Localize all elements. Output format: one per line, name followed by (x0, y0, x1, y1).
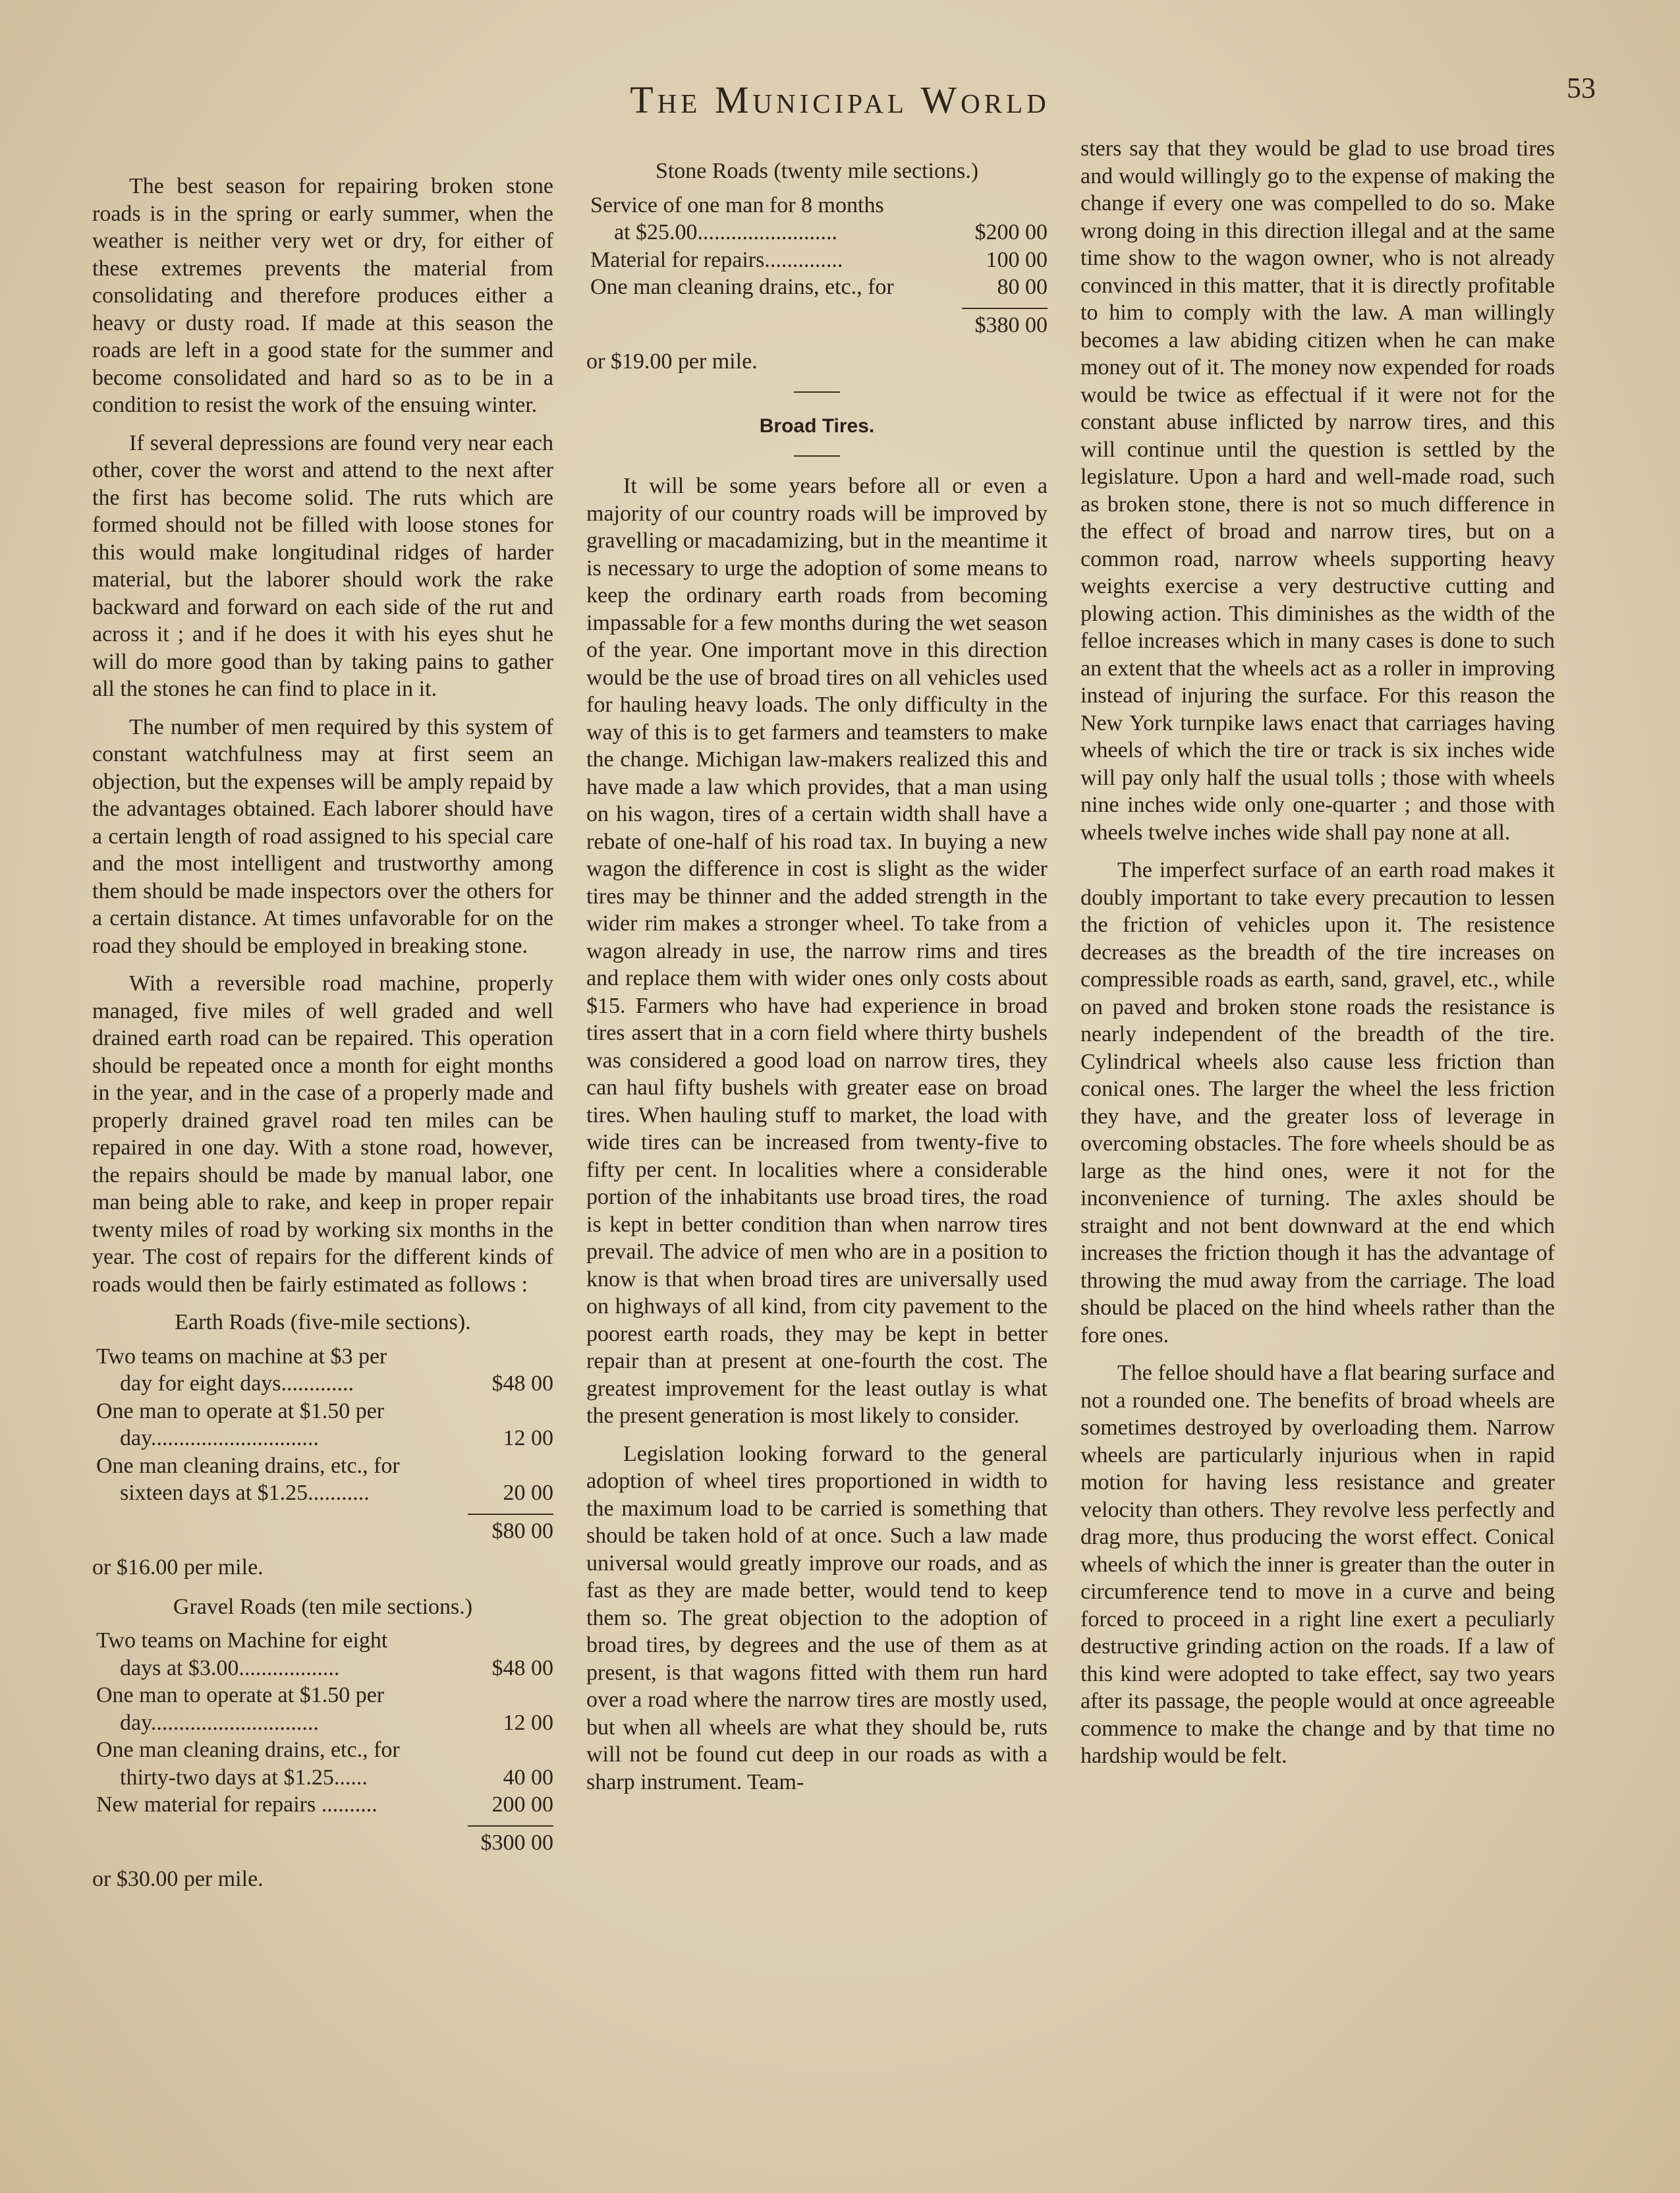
paragraph: Legislation looking forward to the general adoption of wheel tires proportioned in width to the maximum load to be carried is something that should be taken hold of at once. Such a law made universal would greatly improve our roads, and as fast as they are made better, would tend to keep them so. The great objection to the adoption of broad tires, by degrees and the use of them as at present, is that wagons fitted with them run hard over a road where the narrow tires are mostly used, but when all wheels are what they should be, ruts will not be found cut deep in our roads as with a sharp instrument. Team- (586, 1441, 1048, 1794)
earth-roads-title: Earth Roads (five-mile sections). (175, 1310, 471, 1334)
paragraph: The felloe should have a flat bearing surface and not a rounded one. The benefits of broad wheels are sometimes destroyed by overloading them. Narrow wheels are particularly injurious when in rapid motion for having less resistance and greater velocity than others. They revolve less perfectly and drag more, thus producing the worst effect. Conical wheels of which the inner is greater than the outer in circumference tend to move in a curve and being forced to proceed in a right line exert a peculiarly destructive grinding action on the roads. If a law of this kind were adopted to take effect, say two years after its passage, the people would at once agreeable commence to make the change and by that time no hardship would be felt. (1080, 1361, 1555, 1768)
paragraph: It will be some years before all or even a majority of our country roads will be improved by gravelling or macadamizing, but in the meantime it is necessary to urge the adoption of some means to keep the ordinary earth roads from becoming impassable for a few months during the wet season of the year. One important move in this direction would be the use of broad tires on all vehicles used for hauling heavy loads. The only difficulty in the way of this is to get farmers and teamsters to make the change. Michigan law-makers realized this and have made a law which provides, that a man using on his wagon, tires of a certain width shall have a rebate of one-half of his road tax. In buying a new wagon the difference in cost is slight as the wider tires may be thinner and the added strength in the wider rim makes a stronger wheel. To take from a wagon already in use, the narrow rims and tires and replace them with wider ones only costs about $15. Farmers who have had experience in broad tires assert that in a corn field where thirty bushels was considered a good load on narrow tires, they can haul fifty bushels with greater ease on broad tires. When hauling stuff to market, the load with wide tires can be increased from twenty-five to fifty per cent. In localities where a considerable portion of the inhabitants use broad tires, the road is kept in better condition than when narrow tires prevail. The advice of men who are in a position to know is that when broad tires are universally used on highways of all kind, from city pavement to the poorest earth roads, they may be kept in better repair than at present at one-fourth the cost. The greatest improvement for the least outlay is what the present generation is most likely to consider. (586, 474, 1048, 1428)
section-divider (794, 391, 840, 393)
per-mile-cost: or $30.00 per mile. (92, 1867, 264, 1891)
table-row (586, 246, 1048, 274)
section-divider (794, 455, 840, 457)
row-amount: 20 00 (503, 1481, 553, 1505)
masthead-title: The Municipal World (630, 78, 1050, 121)
table-total: $380 00 (974, 312, 1048, 337)
column-1 (92, 173, 553, 1905)
earth-roads-table (92, 1343, 553, 1545)
row-amount: 80 00 (997, 275, 1048, 299)
paragraph: If several depressions are found very near each other, cover the worst and attend to the next after the first has become solid. The ruts which are formed should not be filled with loose stones for this would make longitudinal ridges of harder material, but the laborer should work the rake backward and forward on each side of the rut and across it ; and if he does it with his eyes shut he will do more good than by taking pains to gather all the stones he can find to place in it. (92, 430, 553, 701)
row-amount: 200 00 (491, 1792, 553, 1817)
row-amount: 12 00 (503, 1710, 553, 1735)
paragraph: The best season for repairing broken stone roads is in the spring or early summer, when the weather is neither very wet or dry, for either of these extremes prevents the material from consolidating and therefore produces either a heavy or dusty road. If made at this season the roads are left in a good state for the summer and become consolidated and hard so as to be in a condition to resist the work of the ensuing winter. (92, 174, 553, 417)
stone-roads-table (586, 192, 1048, 339)
row-amount: $48 00 (491, 1371, 553, 1396)
paragraph: sters say that they would be glad to use broad tires and would willingly go to the expense of making the change if every one was compelled to do so. Make wrong doing in this direction illegal and at the same time show to the wagon owner, who is not already convinced in this matter, that it is directly profitable to him to comply with the law. A man willingly becomes a law abiding citizen when he can make money out of it. The money now expended for roads would be twice as effectual if it were not for the constant abuse inflicted by narrow tires, and this will continue until the question is settled by the legislature. Upon a hard and well-made road, such as broken stone, there is not so much difference in the effect of broad and narrow tires, but on a common road, narrow wheels supporting heavy weights exercise a very destructive cutting and plowing action. This diminishes as the width of the felloe increases which in many cases is done to such an extent that the wheels act as a roller in improving instead of injuring the surface. For this reason the New York turnpike laws enact that carriages having wheels of which the tire or track is six inches wide will pay only half the usual tolls ; those with wheels nine inches wide only one-quarter ; and those with wheels twelve inches wide shall pay none at all. (1080, 136, 1555, 845)
page-number: 53 (1567, 72, 1596, 104)
table-row (586, 273, 1048, 301)
table-row (92, 1343, 553, 1398)
row-label: Service of one man for 8 months (590, 192, 884, 217)
row-amount: $48 00 (491, 1655, 553, 1680)
row-label: New material for repairs .......... (96, 1792, 378, 1817)
table-row (92, 1682, 553, 1736)
row-label: One man cleaning drains, etc., for (96, 1738, 400, 1762)
table-row (92, 1627, 553, 1682)
total-rule (962, 308, 1048, 309)
stone-roads-title: Stone Roads (twenty mile sections.) (655, 159, 979, 183)
row-label: Two teams on machine at $3 per (96, 1344, 387, 1369)
row-label-cont: thirty-two days at $1.25...... (120, 1765, 368, 1790)
row-label: One man to operate at $1.50 per (96, 1683, 385, 1707)
row-label: One man to operate at $1.50 per (96, 1398, 385, 1423)
row-amount: 12 00 (503, 1426, 553, 1450)
total-rule (468, 1514, 553, 1515)
per-mile-cost: or $16.00 per mile. (92, 1555, 264, 1580)
row-label: One man cleaning drains, etc., for (590, 275, 894, 299)
row-label-cont: at $25.00......................... (614, 220, 838, 244)
column-2 (586, 148, 1048, 1806)
row-label: Material for repairs.............. (590, 247, 843, 272)
article-heading: Broad Tires. (759, 414, 875, 437)
row-label-cont: day.............................. (120, 1426, 319, 1450)
row-label-cont: day.............................. (120, 1710, 319, 1735)
row-label: One man cleaning drains, etc., for (96, 1453, 400, 1478)
table-row (586, 192, 1048, 246)
table-row (92, 1452, 553, 1507)
paragraph: The imperfect surface of an earth road makes it doubly important to take every precaution to lessen the friction of vehicles upon it. The resistence decreases as the breadth of the tire increases on compressible roads as earth, sand, gravel, etc., while on paved and broken stone roads the resistance is nearly independent of the breadth of the tire. Cylindrical wheels also cause less friction than conical ones. The larger the wheel the less friction they have, and the greater loss of leverage in overcoming obstacles. The fore wheels should be as large as the hind ones, were it not for the inconvenience of turning. The axles should be straight and not bent downward at the end which increases the friction though it has the advantage of throwing the mud away from the carriage. The load should be placed on the hind wheels rather than the fore ones. (1080, 858, 1555, 1348)
column-3 (1080, 135, 1555, 1780)
row-amount: $200 00 (974, 220, 1048, 244)
table-row (92, 1736, 553, 1791)
gravel-roads-table (92, 1627, 553, 1856)
row-amount: 100 00 (986, 247, 1048, 272)
row-label: Two teams on Machine for eight (96, 1628, 388, 1653)
table-total: $300 00 (480, 1830, 553, 1855)
gravel-roads-title: Gravel Roads (ten mile sections.) (173, 1594, 473, 1619)
table-row (92, 1398, 553, 1452)
table-total: $80 00 (491, 1518, 553, 1543)
row-label-cont: sixteen days at $1.25........... (120, 1481, 370, 1505)
per-mile-cost: or $19.00 per mile. (586, 349, 758, 374)
table-row (92, 1791, 553, 1819)
row-label-cont: days at $3.00.................. (120, 1655, 340, 1680)
paragraph: The number of men required by this system of constant watchfulness may at first seem an objection, but the expenses will be amply repaid by the advantages obtained. Each laborer should have a certain length of road assigned to his special care and the most intelligent and trustworthy among them should be made inspectors over the others for a certain distance. At times unfavorable for on the road they should be employed in breaking stone. (92, 714, 553, 958)
paragraph: With a reversible road machine, properly managed, five miles of well graded and well drained earth road can be repaired. This operation should be repeated once a month for eight months in the year, and in the case of a properly made and properly drained gravel road ten miles can be repaired in one day. With a stone road, however, the repairs should be made by manual labor, one man being able to rake, and keep in proper repair twenty miles of road by working six months in the year. The cost of repairs for the different kinds of roads would then be fairly estimated as follows : (92, 971, 553, 1297)
total-rule (468, 1825, 553, 1827)
row-label-cont: day for eight days............. (120, 1371, 354, 1396)
row-amount: 40 00 (503, 1765, 553, 1790)
